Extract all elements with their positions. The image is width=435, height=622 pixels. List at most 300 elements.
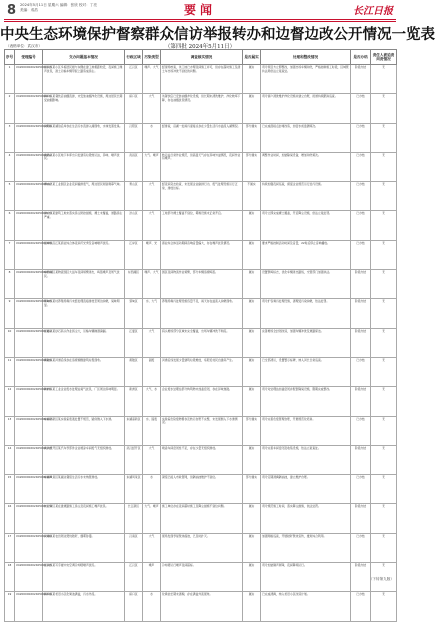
cell-desc [43,504,125,533]
cell-finding [161,592,243,621]
cell-desc [43,416,125,445]
cell-text: 无 [382,357,385,362]
cell-code [15,533,52,562]
cell-text: 无 [382,592,385,597]
table-row [5,357,397,386]
cell-text: 水、大气 [145,299,158,304]
cell-text: X4200000202405090046 [16,123,52,128]
cell-action [261,328,351,357]
cell-text: 硚口区 [129,592,138,597]
cell-area [125,475,143,504]
cell-text: 江夏区某砂石码头作业扬尘大，运输车辆抛洒滴漏。 [44,328,109,333]
cell-verified [243,123,261,152]
cell-text: 无 [382,504,385,509]
cell-accountability [371,299,397,328]
table-row [5,182,397,211]
cell-area [125,240,143,269]
cell-closed [351,299,371,328]
cell-text: 阶段办结 [354,387,367,392]
cell-closed [351,182,371,211]
cell-type [143,504,161,533]
cell-text: 已办结 [356,416,365,421]
cell-area [125,533,143,562]
cell-id [5,357,15,386]
table-row [5,387,397,416]
cell-text: 长江新区 [127,504,140,509]
cell-area [125,299,143,328]
cell-action [261,357,351,386]
cell-action [261,387,351,416]
cell-text: 大气、噪声 [144,152,159,157]
header-divider [4,19,396,20]
cell-area [125,387,143,416]
column-header: 交办问题基本情况 [43,50,125,65]
section-title: 要闻 [183,3,216,17]
cell-text: 属实 [248,299,255,304]
cell-closed [351,357,371,386]
cell-text: 阶段办结 [354,563,367,568]
cell-text: 责令完善车间密闭及收集设施，依法立案查处。 [262,445,321,450]
cell-text: X4200000202405090067 [16,182,52,187]
cell-type [143,445,161,474]
cell-closed [351,592,371,621]
cell-type [143,270,161,299]
cell-text: 企业废水处理站部分构筑物未加盖密闭，存在异味逸散。 [162,387,232,392]
cell-text: 青山区 [129,182,138,187]
column-header: 调查核实情况 [161,50,243,65]
cell-text: 黄陂区 [129,357,138,362]
unit-note: （表格单位：武汉市） [6,44,42,48]
cell-text: 已办结 [356,592,365,597]
cell-closed [351,445,371,474]
cell-accountability [371,270,397,299]
cell-action [261,182,351,211]
cell-text: 码头堆场部分区域未完全覆盖，出场车辆冲洗不彻底。 [162,328,230,333]
cell-desc [43,592,125,621]
cell-verified [243,94,261,123]
table-row [5,65,397,94]
cell-verified [243,152,261,181]
cell-type [143,387,161,416]
cell-area [125,357,143,386]
subheadline: （第四批 2024年5月11日） [164,44,236,50]
cell-id [5,592,15,621]
cell-text: 该餐饮店已安装油烟净化设施，但长期未清洗维护，净化效率下降，存在油烟扰民情况。 [162,94,241,102]
cell-verified [243,211,261,240]
cell-text: 噪声、大气 [144,65,159,69]
cell-text: 责令加装隔声屏障，夜间降频运行。 [262,563,307,568]
cell-text: 江岸区沿江某商业综合体夜间灯光秀及音响噪声扰民。 [44,240,112,245]
cell-type [143,299,161,328]
cell-id [5,123,15,152]
cell-text: 江汉区 [129,65,138,69]
cell-id [5,504,15,533]
table-row [5,504,397,533]
cell-text: X4200000202405090088 [16,240,52,245]
cell-type [143,182,161,211]
cell-text: 责令规范施工时间，落实降尘措施，依法处罚。 [262,504,321,509]
cell-code [15,211,52,240]
cell-verified [243,270,261,299]
column-header: 行政区域 [125,50,143,65]
cell-text: 蔡甸区某村养殖场粪污未经处理直接排放至周边沟渠，臭味明显。 [44,299,120,307]
page-header [0,0,400,20]
cell-finding [161,240,243,269]
cell-text: 商业综合体活动期间音响音量偏大，存在噪声扰民情况。 [162,240,232,245]
cell-text: 东西湖区 [127,270,140,275]
cell-code [15,65,52,94]
cell-type [143,65,161,94]
cell-action [261,533,351,562]
cell-text: 东西湖区某物流园区大货车夜间频繁进出，鸣笛噪声及尾气扰民。 [44,270,120,278]
cell-text: 责令商户清洗维护净化设施并建立台账，街道持续跟踪巡查。 [262,94,338,99]
cell-text: 2 [8,94,11,99]
cell-action [261,592,351,621]
cell-accountability [371,182,397,211]
cell-area [125,211,143,240]
cell-id [5,240,15,269]
cell-verified [243,387,261,416]
cell-text: 11 [7,357,12,362]
cell-desc [43,563,125,592]
cell-accountability [371,445,397,474]
cell-text: X4200000202405090153 [16,445,52,450]
cell-text: 汉南区 [129,533,138,538]
cell-text: 无 [382,533,385,538]
cell-code [15,592,52,621]
cell-text: X4200000202405090168 [16,475,52,480]
cell-type [143,592,161,621]
cell-accountability [371,123,397,152]
cell-text: X4200000202405090112 [16,328,52,333]
page-number: 8 [7,3,17,18]
cell-desc [43,123,125,152]
cell-text: 已办结 [356,357,365,362]
cell-text: 属实 [248,270,255,275]
cell-text: 东湖风景区某湖边餐馆生活污水未纳管排放。 [44,475,100,480]
table-header-row [5,50,397,65]
cell-text: 阶段办结 [354,299,367,304]
cell-text: 属实 [248,387,255,392]
cell-text: 已完成清掏，纳入老旧小区改造计划。 [262,592,310,597]
cell-text: 实验室危险废物暂存及转运台账不完整，未发现倒入下水道情况。 [162,416,238,425]
cell-id [5,152,15,181]
cell-accountability [371,504,397,533]
cell-text: 武汉经开区 [126,445,141,450]
cell-text: 武汉经开区某汽车零部件企业喷涂车间废气无组织排放。 [44,445,114,450]
cell-text: 餐馆已接入市政管网，但隔油池维护不到位。 [162,475,218,480]
cell-text: X4200000202405090105 [16,299,52,304]
cell-area [125,328,143,357]
cell-accountability [371,94,397,123]
cell-type [143,94,161,123]
cell-closed [351,504,371,533]
cell-text: 噪声 [148,563,155,568]
cell-text: 无 [382,475,385,480]
complaint-table [4,49,397,622]
cell-accountability [371,387,397,416]
cell-text: 设置禁鸣标志，优化车辆进出路线，交管部门加强执法。 [262,270,332,275]
cell-verified [243,299,261,328]
cell-text: 施工单位存在夜间超时施工及降尘措施不到位问题。 [162,504,227,509]
cell-action [261,94,351,123]
cell-text: 责令定期清掏隔油池，建立维护台账。 [262,475,310,480]
cell-verified [243,475,261,504]
cell-text: 持续加强夜间巡查，督促企业规范运行治污设施。 [262,182,324,187]
cell-code [15,445,52,474]
cell-action [261,240,351,269]
table-row [5,533,397,562]
cell-id [5,416,15,445]
cell-closed [351,533,371,562]
table-row [5,270,397,299]
cell-area [125,152,143,181]
cell-area [125,445,143,474]
cell-code [15,123,52,152]
cell-desc [43,533,125,562]
cell-text: 大气 [148,94,155,99]
cell-text: 10 [7,328,12,333]
cell-verified [243,65,261,94]
header-divider-thin [4,21,396,22]
cell-text: X4200000202405090094 [16,270,52,275]
cell-verified [243,416,261,445]
cell-accountability [371,475,397,504]
cell-area [125,563,143,592]
cell-finding [161,445,243,474]
cell-closed [351,563,371,592]
cell-text: 汉阳区 [129,123,138,128]
cell-accountability [371,533,397,562]
cell-desc [43,328,125,357]
cell-accountability [371,357,397,386]
cell-text: 黄陂区某河道沿线存在违规倾倒建筑垃圾现象。 [44,357,103,362]
cell-id [5,328,15,357]
cell-text: 7 [8,240,11,245]
cell-text: 属实 [248,240,255,245]
cell-verified [243,445,261,474]
cell-verified [243,533,261,562]
cell-text: 长江新区某在建道路施工扬尘及夜间施工噪声扰民。 [44,504,109,509]
table-row [5,152,397,181]
cell-closed [351,475,371,504]
cell-text: 水 [150,475,153,480]
cell-text: 5 [8,182,11,187]
cell-code [15,475,52,504]
cell-text: 无 [382,94,385,99]
cell-text: 调整作业时间，加装除臭设备，增加冲洗频次。 [262,152,321,157]
cell-text: 大气 [148,328,155,333]
cell-text: 阶段办结 [354,504,367,509]
cell-area [125,65,143,94]
cell-text: 武昌区某小区地下车库出口处建有垃圾转运站，异味、噪声扰民。 [44,152,120,161]
cell-text: 汉南区某农田周边焚烧秸秆，烟雾弥漫。 [44,533,95,538]
column-header: 处理和整改情况 [261,50,351,65]
cell-desc [43,299,125,328]
cell-id [5,211,15,240]
cell-text: 转运站日常作业规范，但高温天气存在异味外溢情况，夜间作业有噪声。 [162,152,241,161]
cell-id [5,94,15,123]
cell-text: 无 [382,211,385,216]
cell-action [261,65,351,94]
cell-text: 责令对处理站加盖密闭并配套除臭设施，限期完成整改。 [262,387,332,392]
cell-finding [161,357,243,386]
cell-code [15,357,52,386]
cell-text: 园区夜间物流作业频繁，部分车辆违规鸣笛。 [162,270,218,275]
cell-text: 责令完善危废管理台账，开展规范化培训。 [262,416,316,421]
cell-text: 大气 [148,533,155,538]
cell-action [261,152,351,181]
table-row [5,563,397,592]
cell-closed [351,65,371,94]
table-body [5,65,397,622]
cell-area [125,94,143,123]
cell-id [5,563,15,592]
cell-text: 加强网格巡查，开展秸秆禁烧宣传，推进综合利用。 [262,533,327,538]
cell-code [15,240,52,269]
cell-text: 水、固废 [145,416,158,421]
column-header: 是否属实 [243,50,261,65]
cell-text: 噪声、光 [145,240,158,245]
cell-text: 阶段办结 [354,65,367,69]
cell-text: 武昌区 [129,152,138,157]
cell-text: 已办结 [356,152,365,157]
cell-text: 3 [8,123,11,128]
cell-text: 责令立即完成裸土覆盖，开启降尘设施，依法立案处罚。 [262,211,332,216]
cell-text: X4200000202405090052 [16,152,52,157]
cell-code [15,152,52,181]
cell-text: 化粪池长期未清掏，存在满溢外流现象。 [162,592,213,597]
cell-area [125,123,143,152]
cell-closed [351,328,371,357]
cell-closed [351,240,371,269]
cell-type [143,123,161,152]
cell-finding [161,152,243,181]
cell-finding [161,475,243,504]
cell-action [261,475,351,504]
cell-verified [243,592,261,621]
cell-action [261,504,351,533]
cell-id [5,65,15,94]
cell-action [261,270,351,299]
cell-verified [243,182,261,211]
cell-text: 14 [7,445,12,450]
cell-verified [243,328,261,357]
cell-desc [43,270,125,299]
table-row [5,475,397,504]
table-row [5,416,397,445]
cell-closed [351,123,371,152]
cell-text: 属实 [248,445,255,450]
cell-type [143,475,161,504]
cell-accountability [371,328,397,357]
cell-text: 水 [150,123,153,128]
cell-text: 经夜间突击检查，未发现企业偷排行为，废气处理设施运行正常，排放达标。 [162,182,238,190]
cell-text: 江汉区某写字楼中央空调冷却塔噪声扰民。 [44,563,98,568]
table-row [5,211,397,240]
cell-closed [351,211,371,240]
cell-accountability [371,152,397,181]
cell-action [261,211,351,240]
cell-text: 属实 [248,592,255,597]
cell-text: 养殖场粪污处理设施容量不足，雨天存在溢流入沟渠现象。 [162,299,235,304]
cell-finding [161,387,243,416]
cell-text: 固废 [148,357,155,362]
cell-finding [161,182,243,211]
cell-text: 18 [7,563,12,568]
table-row [5,240,397,269]
cell-text: 已完成混接点封堵改造，加密水质监测频次。 [262,123,318,128]
cell-area [125,592,143,621]
headline: 中央生态环境保护督察群众信访举报转办和边督边改公开情况一览表 [0,26,435,43]
table-row [5,328,397,357]
cell-area [125,416,143,445]
cell-text: 无 [382,65,385,69]
cell-text: 大气、水 [145,387,158,392]
cell-finding [161,123,243,152]
table-row [5,123,397,152]
cell-type [143,357,161,386]
cell-text: 江汉区 [129,563,138,568]
cell-action [261,299,351,328]
cell-id [5,445,15,474]
cell-code [15,563,52,592]
table-row [5,94,397,123]
cell-type [143,328,161,357]
cell-desc [43,152,125,181]
cell-finding [161,211,243,240]
cell-desc [43,387,125,416]
cell-text: 无 [382,328,385,333]
cell-text: 1 [8,65,11,69]
cell-finding [161,533,243,562]
cell-type [143,563,161,592]
cell-type [143,416,161,445]
cell-area [125,504,143,533]
cell-text: 责令项目方立即整改，加强出场车辆冲洗，严格控制施工时段，区城管执法局依法立案查处。 [262,65,349,73]
cell-closed [351,94,371,123]
cell-action [261,123,351,152]
cell-text: 属实 [248,533,255,538]
cell-type [143,211,161,240]
cell-closed [351,270,371,299]
table-row [5,445,397,474]
cell-text: X4200000202405090015 [16,65,52,69]
cell-text: X4200000202405090174 [16,504,52,509]
cell-text: 大气 [148,211,155,216]
cell-text: 无 [382,123,385,128]
cell-code [15,182,52,211]
cell-code [15,270,52,299]
cell-code [15,387,52,416]
cell-finding [161,328,243,357]
cell-id [5,387,15,416]
cell-text: 水 [150,592,153,597]
cell-text: 已办结 [356,533,365,538]
cell-text: 属实 [248,357,255,362]
cell-text: 洪山区某建筑工地未落实扬尘防控措施，裸土未覆盖，道路扬尘严重。 [44,211,123,220]
cell-text: 冷却塔运行噪声夜间超标。 [162,563,196,568]
cell-text: 经现场核查，该工地已办理夜间施工许可，但存在超时施工及渣土车出场冲洗不到位的问题。 [162,65,241,73]
cell-text: 已办结 [356,211,365,216]
cell-text: 现场发现零星焚烧痕迹，已及时扑灭。 [162,533,210,538]
cell-desc [43,445,125,474]
cell-type [143,533,161,562]
cell-text: 东湖风景区 [126,475,141,480]
cell-accountability [371,211,397,240]
table-row [5,592,397,621]
cell-text: 无 [382,445,385,450]
